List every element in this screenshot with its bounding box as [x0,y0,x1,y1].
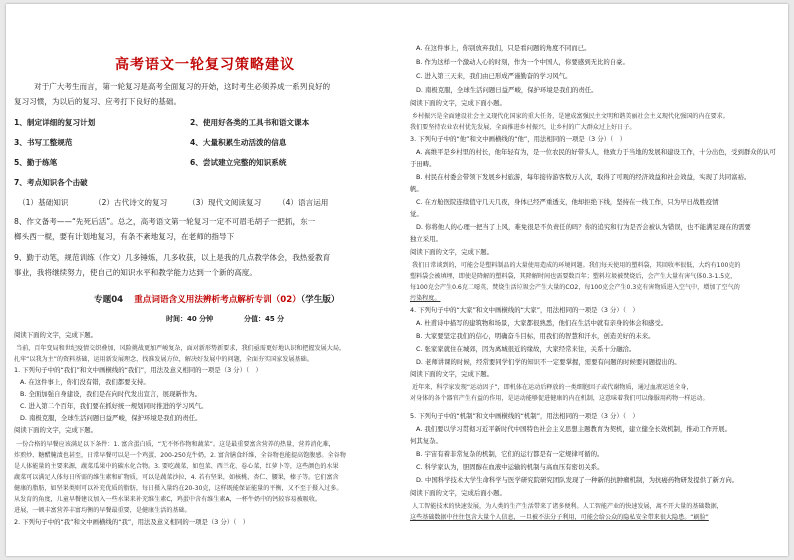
passage-line: 一份合格的早餐应该满足以下条件：1. 富含蛋白质，“无不怀作物和蔬菜”。这是最重要富含营养的热量，营养消化难， [16,441,335,448]
document-page [6,4,788,556]
tip8-line: 榔头西一棍，要有计划地复习，有条不紊地复习，在老师的指导下 [14,232,235,241]
passage-line: 蔬菜可以满足人体每日所需的维生素和矿物质，可以是蔬菜沙拉，4. 若有坚果，如核桃、杏仁、腰果，榛子等。它们富含 [14,474,339,481]
option-line: D. 南极克服，全球生活问题日益严峻，保护环境是我们的责任。 [416,86,598,94]
tip7-sub-item: （1）基础知识 [18,198,69,207]
question-stem: 2. 下列句子中的“我”和文中画横线的“我”，用法及意义相同的一项是（3 分）（ ） [14,518,250,526]
passage-line: 污染程度。 [410,295,441,302]
tip-item: 4、大量积累生动活泼的信息 [190,138,287,147]
option-line: D. 南极克服，全球生活问题日益严峻，保护环境是我们的责任。 [20,414,202,422]
tip7-sub-item: （2）古代诗文的复习 [94,198,168,207]
passage-line: 对身体的各个器官产生有益的作用，是运动能够促进健康的内在机制，这意味着我们可以像服用药物一样运动。 [410,395,709,402]
tip7-sub-item: （4）语言运用 [278,198,329,207]
tip-item: 1、制定详细的复习计划 [14,118,96,127]
tip-item: 5、勤于练笔 [14,158,58,167]
option-line: C. 在方舱医院连续值守几天几夜，身体已经严重透支，他却拒绝下线，坚持在一线工作，只为早日战胜疫情 [416,198,719,206]
option-line: B. 村民在村委会带领下发展乡村旅游，每年接待游客数万人次，取得了可观的经济效益和社会效益，实现了共同富裕。 [416,173,751,181]
tip-item: 7、考点知识各个击破 [14,178,88,187]
intro-line: 对于广大考生而言，第一轮复习是高考全面复习的开始，这时考生必须养成一系列良好的 [34,82,331,91]
option-continuation: 于田畴。 [410,160,436,168]
option-continuation: 独立采用。 [410,235,442,243]
instruction-line: 阅读下面的文字，完成下题。 [14,331,98,339]
time-limit: 时间：40 分钟 [166,315,214,323]
option-line: D. 中国科学技术大学生命科学与医学研究院研究团队发现了一种新的抗肿瘤机制，为抗癌药物研发提供了新方向。 [416,476,739,484]
instruction-line: 阅读下面的文字，完成下题。 [410,248,494,256]
option-line: C. 张家家就住在城郊，因为离城很近的缘故，大家经常来往，关系十分融洽。 [416,345,636,353]
passage-line: 每100克会产生0.6克二噁英，焚烧生活垃圾会产生大量的CO2，每100克会产生0.3克有害物质进入空气中，增加了空气的 [410,284,740,291]
option-line: D. 老师讲课的时候，经常要同学们学的知识不一定要掌握，需要有问题的时候要问题提出的。 [416,358,681,366]
tip9-line: 事业，我将继续努力，使自己的知识水平和教学能力达到一个新的高度。 [14,268,257,277]
option-continuation: 帆。 [410,185,423,193]
instruction-line: 阅读下面的文字，完成下面小题。 [410,99,506,107]
option-line: B. 大家要坚定我们的信心，明确奋斗目标，用我们的智慧和汗水，创造美好的未来。 [416,332,655,340]
passage-line: 近年来，科学家发现“运动因子”，即机体在运动后释放的一类细胞因子或代谢物质，通过血液运送全身， [412,384,693,391]
tip-item: 2、使用好各类的工具书和语文课本 [190,118,310,127]
passage-line: 健康的脂肪，如坚果类则可以补充优质的脂肪，每日摄入量约在20-30克，这样既能保证能量的平衡，又不至于摄入过多。 [14,485,343,492]
option-line: C. 进入第二个百年，我们要在抓好统一规划同时推进的学习风气。 [20,402,208,410]
score-total: 分值：45 分 [244,315,285,323]
option-line: D. 你将他人的心理一把当了上风，难免很是不负责任的吗？你的追究和行为是否会被认为错误，也不能满足现在的需要 [416,223,751,231]
option-line: A. 在这件事上，你们没有错，我们都要支持。 [20,378,150,386]
option-line: A. 我们要以学习贯彻习近平新时代中国特色社会主义思想主题教育为契机，建立健全长效机制，推动工作开展。 [416,425,732,433]
passage-line: 扎牢“以我为主”的资料基础，运用新发展理念，找准发展方位，解决好发展中的问题，全面夯实国家发展基础。 [14,356,313,363]
option-continuation: 何其复杂。 [410,437,442,445]
right-column [404,4,788,556]
option-continuation: 觉。 [410,210,423,218]
question-stem: 3. 下列句子中的“他”和文中画横线的“他”，用法相同的一项是（3 分）（ ） [410,135,626,143]
passage-line: 是人体能量的主要来源，蔬菜瓜果中的碳水化合物。3. 要吃蔬菜，如包菜、西兰花、卷心菜，红萝卜等，这些颜色的水果 [14,463,339,470]
passage-line: 塑料袋会被填埋，即使是降解的塑料袋，其降解时间也需要数百年；塑料垃圾被焚烧后，会产生大量有害气体0.3-1.5克， [410,273,737,280]
passage-line: 当前，百年变局和世纪疫情交织叠加，风险挑战更加严峻复杂，面对新形势新要求，我们亟需更好地认识和把握发展大局， [16,345,346,352]
section-name: 重点词语含义用法辨析考点解析专训（02） [134,295,301,305]
left-column [6,4,404,556]
question-stem: 1. 下列句子中的“我们”和文中画横线的“我们”，用法及意义相同的一项是（3 分）（ ） [14,366,262,374]
option-line: A. 高维平是乡村里的村长，他年轻有为，是一位农民的好带头人，他致力于当地的发展和建设工作，十分出色，受到群众的认可 [416,148,776,156]
passage-line: 人工智能技术的快速发展，为人类的生产生活带来了诸多便利。人工智能产业的快速发展，离不开大量的基础数据， [412,503,723,510]
intro-line: 复习习惯，为以后的复习、应考打下良好的基础。 [14,97,182,106]
passage-line: 这些基础数据中往往包含大量个人信息，一旦被不法分子利用，可能会给公众的隐私安全带来很大隐患。“刷脸” [410,514,709,521]
question-stem: 4. 下列句子中的“大家”和文中画横线的“大家”，用法相同的一项是（3 分）（ ） [410,306,639,314]
section-edition: （学生版） [300,295,340,305]
option-line: B. 全面加强自身建设，我们是在向时代发出宣言，展现新作为。 [20,390,201,398]
option-line: C. 科学家认为，胆固醇在血液中运输的机制与高血压有密切关系。 [416,463,604,471]
page-title: 高考语文一轮复习策略建议 [115,57,295,73]
option-line: B. 宇宙有着非常复杂的机制，它们的运行都是有一定规律可循的。 [416,450,604,458]
option-line: B. 作为这样一个激动人心的时刻，作为一个中国人，你要感到无比的自豪。 [416,58,629,66]
question-stem: 5. 下列句子中的“机制”和文中画横线的“机制”，用法相同的一项是（3 分）（ ） [410,412,639,420]
passage-line: 炸煎炒、糖醋腌渍也甚至，日常早餐可以是一个鸡蛋，200-250克牛奶，2. 富含膳食纤维，全谷物也能提高饱腹感。全谷物 [14,452,346,459]
tip-item: 6、尝试建立完整的知识系统 [190,158,287,167]
option-line: A. 在这件事上，你别放弃我们，只是看问题的角度不同而已。 [416,44,591,52]
section-heading [94,295,339,306]
tip7-sub-item: （3）现代文阅读复习 [188,198,262,207]
option-line: C. 进入第三天来，我们由已形成严谨勤奋的学习风气。 [416,72,572,80]
instruction-line: 阅读下面的文字，完成后面小题。 [410,489,506,497]
passage-line: 我们日常谈到的，可能会是塑料制品的大量使用造成的环境问题。我们每天使用的塑料袋，其回收率很低，大约有100克的 [412,262,741,269]
instruction-line: 阅读下面的文字，完成下题。 [14,426,98,434]
tip-item: 3、书写工整规范 [14,138,73,147]
passage-line: 从发育的角度，儿童早餐建议加入一些水果来补充维生素C，鸡蛋中含有维生素A，一杯牛奶中的钙较容易被吸收。 [14,496,322,503]
section-topic: 专题04 [94,295,124,305]
instruction-line: 阅读下面的文字，完成下题。 [410,370,494,378]
tip9-line: 9、勤于动笔，规范训练（作文）几多锤炼，几多收获，以上是我的几点教学体会，我热爱教育 [14,253,331,262]
passage-line: 乡村振兴是全面建设社会主义现代化国家的重大任务，是建成富强民主文明和谐美丽社会主义现代化强国的内在要求。 [412,113,729,120]
passage-line: 我们要坚持农业农村优先发展，全面推进乡村振兴，让乡村的广大群众过上好日子。 [410,124,636,131]
option-line: A. 杜甫诗中描写的建筑物和场景，大家都很熟悉，他们在生活中就有亲身的体会和感受。 [416,319,668,327]
passage-line: 进展，一顿丰富营养丰富均衡的早餐最重要，是健康生活的基础。 [14,507,191,514]
tip8-line: 8、作文备考——“先死后活”。总之，高考语文第一轮复习一定不可眉毛胡子一把抓，东一 [14,217,316,226]
